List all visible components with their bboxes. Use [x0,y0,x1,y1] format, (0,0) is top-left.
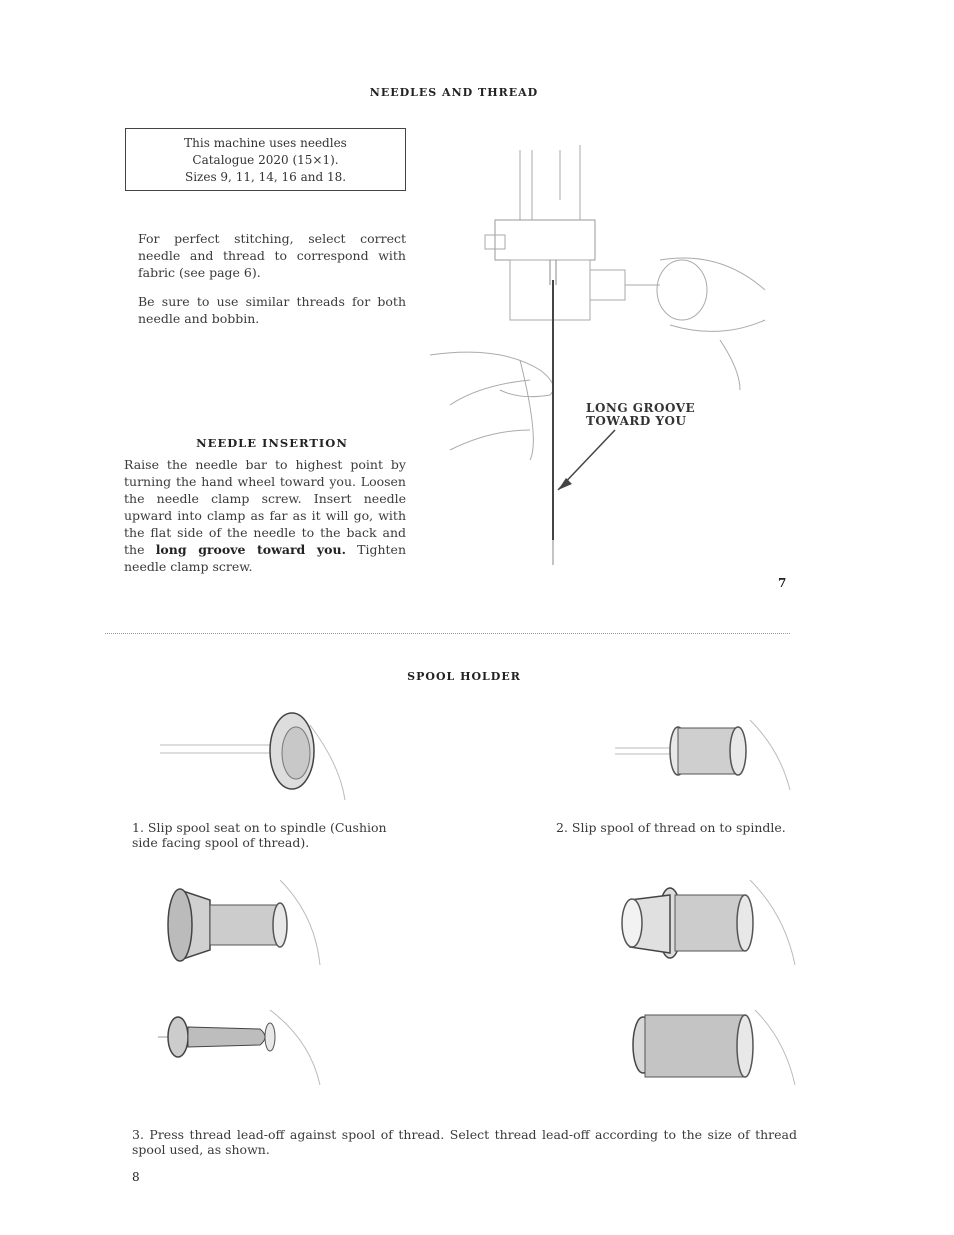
needle-thread-paragraph: For perfect stitching, select correct needle and thread to correspond with fabric (see page 6). [138,231,406,280]
step-1-caption: 1. Slip spool seat on to spindle (Cushion side facing spool of thread). [132,820,387,850]
lead-off-cone-illustration [150,1005,350,1090]
needle-insertion-heading: NEEDLE INSERTION [196,436,348,450]
lead-off-big-spool-illustration [615,1005,805,1090]
lead-off-small-spool-illustration [610,875,810,975]
section-title-needles-and-thread: NEEDLES AND THREAD [369,86,539,99]
page-divider [105,633,790,634]
needle-insertion-illustration [420,140,790,580]
intro-text [138,230,406,339]
needle-spec-box [125,128,406,191]
spool-seat-illustration [150,705,390,815]
lead-off-large-illustration [150,875,350,975]
similar-threads-paragraph: Be sure to use similar threads for both needle and bobbin. [138,294,406,326]
page-number-8: 8 [132,1170,140,1184]
needle-spec-line: This machine uses needles [184,136,347,150]
needle-spec-line: Catalogue 2020 (15×1). [192,153,339,167]
page-number-7: 7 [778,576,787,590]
needle-insertion-text: Raise the needle bar to highest point by turning the hand wheel toward you. Loosen the needle clamp screw. Insert needle upward into clamp as far as it will go, with the flat side of the needle to the back and the long groove toward you. Tighten needle clamp screw. [124,457,406,574]
section-title-spool-holder: SPOOL HOLDER [407,670,521,683]
spool-on-spindle-illustration [610,710,800,805]
step-3-caption: 3. Press thread lead-off against spool of thread. Select thread lead-off according to the size of thread spool used, as shown. [132,1127,797,1157]
step-2-caption: 2. Slip spool of thread on to spindle. [556,820,786,835]
needle-spec-line: Sizes 9, 11, 14, 16 and 18. [184,170,347,184]
long-groove-callout: LONG GROOVE TOWARD YOU [586,401,696,428]
